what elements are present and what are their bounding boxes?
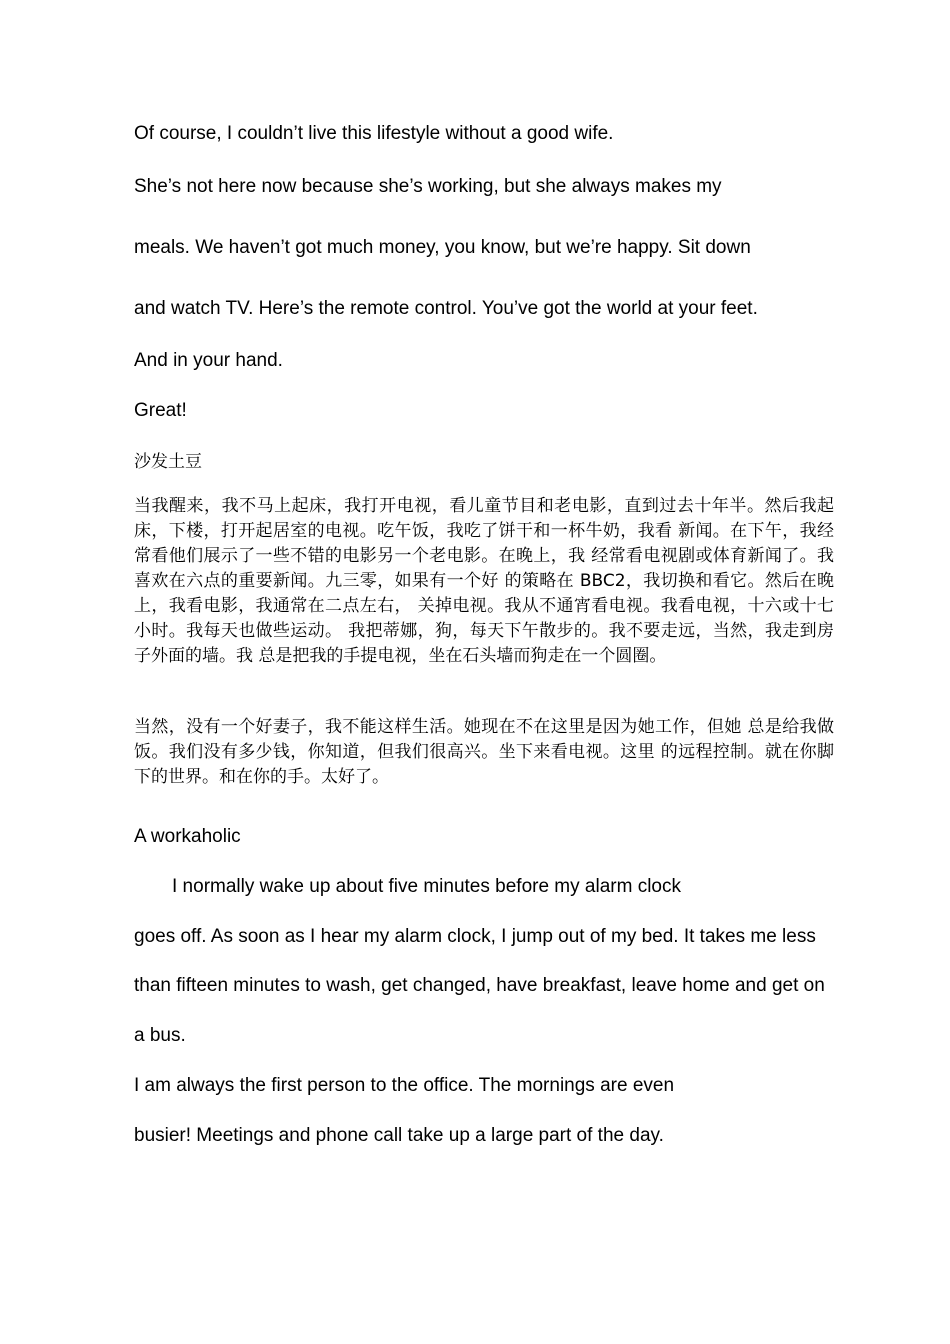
text-line: Of course, I couldn’t live this lifestyle without a good wife. xyxy=(134,123,614,144)
chinese-paragraph: 当然，没有一个好妻子，我不能这样生活。她现在不在这里是因为她工作，但她 总是给我做饭。我们没有多少钱，你知道，但我们很高兴。坐下来看电视。这里 的远程控制。就在你脚下的世界。和在你的手。太好了。 xyxy=(134,717,834,787)
text-line: She’s not here now because she’s working, but she always makes my xyxy=(134,176,722,197)
section-title-workaholic: A workaholic xyxy=(134,826,241,847)
text-line: a bus. xyxy=(134,1025,186,1046)
chinese-paragraph: 当我醒来，我不马上起床，我打开电视，看儿童节目和老电影，直到过去十年半。然后我起床，下楼，打开起居室的电视。吃午饭，我吃了饼干和一杯牛奶，我看 新闻。在下午，我经常看他们展示了一些不错的电影另一个老电影。在晚上，我 经常看电视剧或体育新闻了。我喜欢在六点的重要新闻。九三零，如果有一个好 的策略在 BBC2，我切换和看它。然后在晚上，我看电影，我通常在二点左右， 关掉电视。我从不通宵看电视。我看电视，十六或十七小时。我每天也做些运动。 我把蒂娜，狗，每天下午散步的。我不要走远，当然，我走到房子外面的墙。我 总是把我的手提电视，坐在石头墙而狗走在一个圆圈。 xyxy=(134,496,834,666)
text-line: and watch TV. Here’s the remote control. You’ve got the world at your feet. xyxy=(134,298,758,319)
section-title-chinese: 沙发土豆 xyxy=(134,452,202,472)
text-line: than fifteen minutes to wash, get changed, have breakfast, leave home and get on xyxy=(134,975,825,996)
text-line: And in your hand. xyxy=(134,350,283,371)
text-line: meals. We haven’t got much money, you know, but we’re happy. Sit down xyxy=(134,237,751,258)
text-line: busier! Meetings and phone call take up a large part of the day. xyxy=(134,1125,664,1146)
text-line: goes off. As soon as I hear my alarm clock, I jump out of my bed. It takes me less xyxy=(134,926,816,947)
text-line: I normally wake up about five minutes before my alarm clock xyxy=(172,876,681,897)
text-line: I am always the first person to the office. The mornings are even xyxy=(134,1075,675,1096)
text-line: Great! xyxy=(134,400,187,421)
